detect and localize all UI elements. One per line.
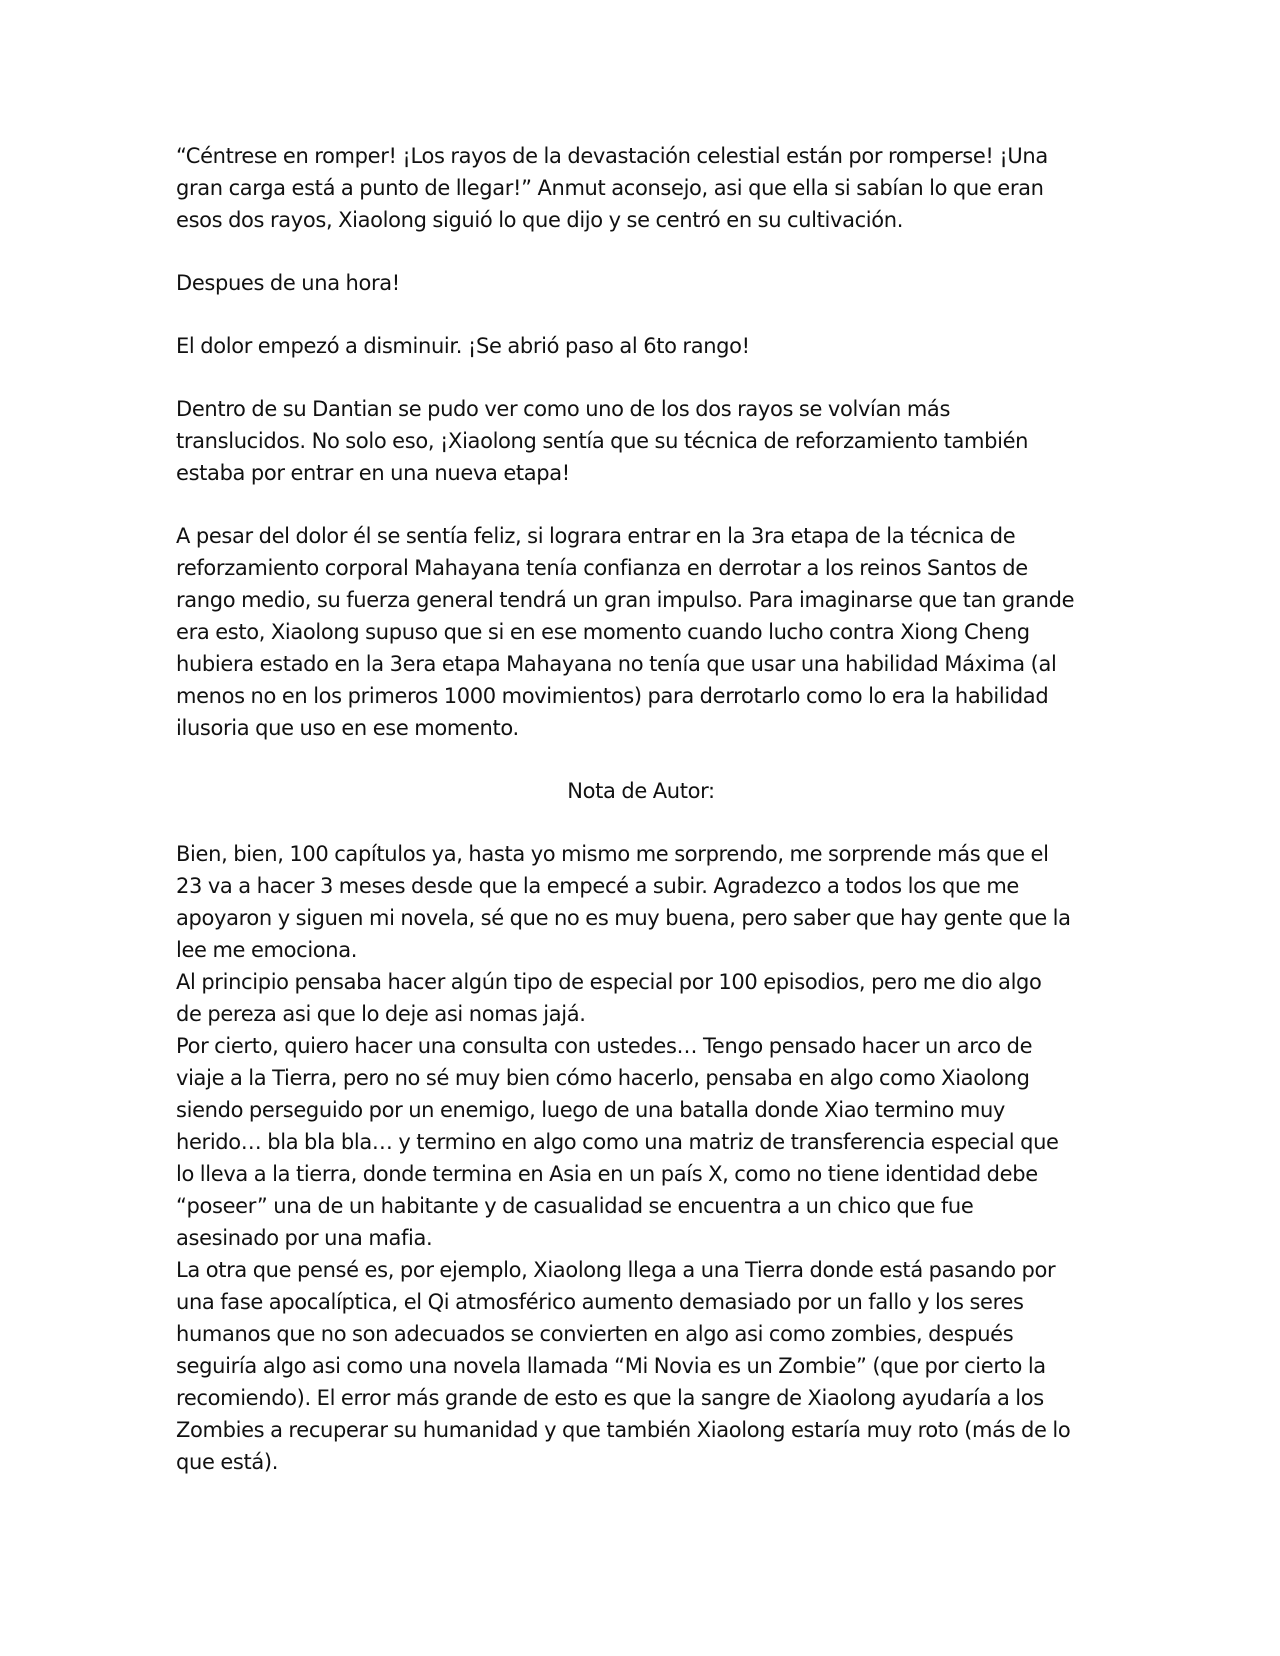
text-line: de pereza asi que lo deje asi nomas jajá. xyxy=(176,1002,586,1026)
text-line: rango medio, su fuerza general tendrá un gran impulso. Para imaginarse que tan grande xyxy=(176,588,1075,612)
text-line: translucidos. No solo eso, ¡Xiaolong sentía que su técnica de reforzamiento también xyxy=(176,429,1029,453)
text-line: Por cierto, quiero hacer una consulta con ustedes… Tengo pensado hacer un arco de xyxy=(176,1034,1033,1058)
text-line: Dentro de su Dantian se pudo ver como uno de los dos rayos se volvían más xyxy=(176,397,951,421)
text-line: “Céntrese en romper! ¡Los rayos de la devastación celestial están por romperse! ¡Una xyxy=(176,144,1048,168)
text-line: El dolor empezó a disminuir. ¡Se abrió paso al 6to rango! xyxy=(176,334,750,358)
text-line: una fase apocalíptica, el Qi atmosférico aumento demasiado por un fallo y los seres xyxy=(176,1290,1024,1314)
text-line: viaje a la Tierra, pero no sé muy bien cómo hacerlo, pensaba en algo como Xiaolong xyxy=(176,1066,1030,1090)
story-paragraph-4 xyxy=(176,393,1106,489)
text-line: Zombies a recuperar su humanidad y que también Xiaolong estaría muy roto (más de lo xyxy=(176,1418,1071,1442)
text-line: siendo perseguido por un enemigo, luego de una batalla donde Xiao termino muy xyxy=(176,1098,1006,1122)
text-line: Al principio pensaba hacer algún tipo de especial por 100 episodios, pero me dio algo xyxy=(176,970,1042,994)
text-line: estaba por entrar en una nueva etapa! xyxy=(176,461,570,485)
text-line: herido… bla bla bla… y termino en algo como una matriz de transferencia especial que xyxy=(176,1130,1059,1154)
text-line: lee me emociona. xyxy=(176,938,358,962)
text-line: 23 va a hacer 3 meses desde que la empecé a subir. Agradezco a todos los que me xyxy=(176,874,1019,898)
text-line: gran carga está a punto de llegar!” Anmut aconsejo, asi que ella si sabían lo que eran xyxy=(176,176,1044,200)
text-line: Bien, bien, 100 capítulos ya, hasta yo mismo me sorprendo, me sorprende más que el xyxy=(176,842,1049,866)
text-line: Despues de una hora! xyxy=(176,271,400,295)
text-line: hubiera estado en la 3era etapa Mahayana no tenía que usar una habilidad Máxima (al xyxy=(176,652,1057,676)
author-note-body xyxy=(176,838,1106,1478)
text-line: humanos que no son adecuados se convierten en algo asi como zombies, después xyxy=(176,1322,1014,1346)
text-line: reforzamiento corporal Mahayana tenía confianza en derrotar a los reinos Santos de xyxy=(176,556,1028,580)
text-line: A pesar del dolor él se sentía feliz, si lograra entrar en la 3ra etapa de la técnica de xyxy=(176,524,1016,548)
text-line: La otra que pensé es, por ejemplo, Xiaolong llega a una Tierra donde está pasando por xyxy=(176,1258,1056,1282)
text-line: apoyaron y siguen mi novela, sé que no es muy buena, pero saber que hay gente que la xyxy=(176,906,1071,930)
text-line: asesinado por una mafia. xyxy=(176,1226,433,1250)
text-line: ilusoria que uso en ese momento. xyxy=(176,716,519,740)
story-paragraph-2 xyxy=(176,267,1106,299)
text-line: menos no en los primeros 1000 movimientos) para derrotarlo como lo era la habilidad xyxy=(176,684,1049,708)
text-line: “poseer” una de un habitante y de casualidad se encuentra a un chico que fue xyxy=(176,1194,974,1218)
story-paragraph-3 xyxy=(176,330,1106,362)
text-line: que está). xyxy=(176,1450,279,1474)
text-line: lo lleva a la tierra, donde termina en Asia en un país X, como no tiene identidad debe xyxy=(176,1162,1038,1186)
text-line: seguiría algo asi como una novela llamada “Mi Novia es un Zombie” (que por cierto la xyxy=(176,1354,1046,1378)
author-note-heading: Nota de Autor: xyxy=(567,779,715,803)
story-paragraph-5 xyxy=(176,520,1106,744)
story-paragraph-1 xyxy=(176,140,1106,236)
text-line: era esto, Xiaolong supuso que si en ese momento cuando lucho contra Xiong Cheng xyxy=(176,620,1030,644)
text-line: esos dos rayos, Xiaolong siguió lo que dijo y se centró en su cultivación. xyxy=(176,208,904,232)
document-page xyxy=(176,140,1106,1478)
text-line: recomiendo). El error más grande de esto es que la sangre de Xiaolong ayudaría a los xyxy=(176,1386,1044,1410)
